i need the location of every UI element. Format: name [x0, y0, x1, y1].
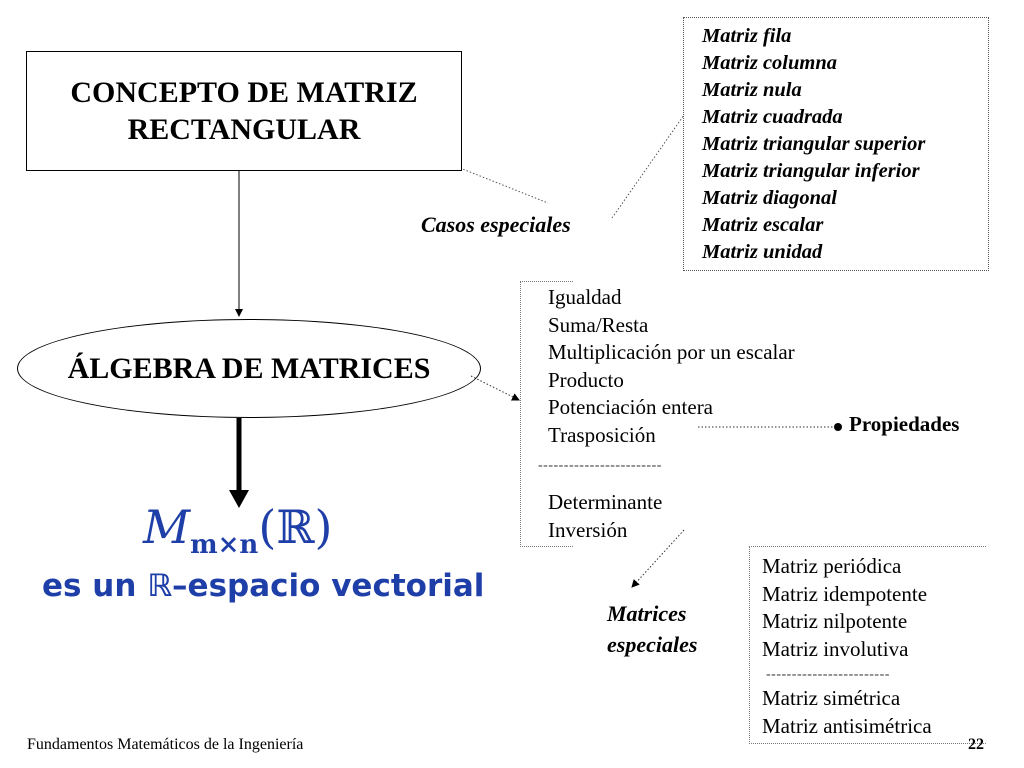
list-item: Matriz periódica — [762, 554, 902, 578]
concept-title-line1: CONCEPTO DE MATRIZ — [70, 76, 418, 109]
especiales-list-2 — [762, 685, 932, 740]
paren-open: ( — [258, 500, 277, 554]
propiedades-label: Propiedades — [849, 412, 960, 436]
page-number: 22 — [968, 736, 984, 753]
algebra-to-operations-arrow — [471, 376, 519, 400]
especiales-label-line1: Matrices — [607, 601, 687, 626]
list-item: Matriz antisimétrica — [762, 713, 932, 738]
list-item: Producto — [548, 367, 624, 392]
concept-title-line2: RECTANGULAR — [127, 113, 361, 146]
list-item: Matriz idempotente — [762, 581, 928, 606]
casos-especiales-label: Casos especiales — [421, 212, 571, 237]
casos-to-list-line — [612, 115, 684, 218]
propiedades-bullet — [834, 423, 842, 431]
list-item: Matriz simétrica — [762, 686, 901, 710]
operations-separator: ------------------------ — [538, 458, 662, 473]
matrices-especiales-label — [607, 598, 697, 660]
list-item: Matriz nula — [702, 79, 802, 101]
vector-space-statement: es un ℝ–espacio vectorial — [42, 568, 485, 604]
algebra-title: ÁLGEBRA DE MATRICES — [67, 351, 431, 385]
algebra-ellipse — [17, 319, 481, 418]
footer-course-title: Fundamentos Matemáticos de la Ingeniería — [27, 736, 304, 753]
list-item: Matriz triangular superior — [702, 133, 926, 155]
casos-especiales-list — [683, 17, 989, 271]
list-item: Matriz columna — [702, 52, 837, 74]
concept-to-casos-line — [460, 168, 548, 203]
list-item: Matriz triangular inferior — [702, 160, 920, 182]
list-item: Matriz cuadrada — [702, 106, 843, 128]
operations-list — [548, 284, 795, 449]
list-item: Trasposición — [548, 422, 656, 447]
list-item: Matriz involutiva — [762, 636, 909, 661]
matrix-space-formula — [143, 500, 332, 560]
dimension-subscript: m×n — [190, 530, 259, 560]
concept-box — [26, 51, 462, 171]
list-item: Determinante — [548, 490, 663, 514]
list-item: Matriz fila — [702, 25, 792, 47]
list-item: Multiplicación por un escalar — [548, 340, 795, 364]
paren-close: ) — [314, 500, 333, 554]
list-item: Igualdad — [548, 285, 622, 309]
list-item: Matriz unidad — [702, 241, 823, 263]
list-item: Suma/Resta — [548, 312, 649, 337]
script-m-symbol: M — [143, 500, 191, 554]
especiales-label-line2: especiales — [607, 632, 698, 657]
list-item: Matriz nilpotente — [762, 609, 908, 633]
list-item: Potenciación entera — [548, 395, 714, 419]
especiales-list — [762, 553, 927, 663]
especiales-separator: ------------------------ — [766, 667, 890, 682]
operations-list-2 — [548, 489, 662, 544]
list-item: Inversión — [548, 517, 628, 542]
reals-symbol: ℝ — [276, 500, 315, 554]
list-item: Matriz escalar — [702, 214, 824, 236]
list-item: Matriz diagonal — [702, 187, 837, 209]
